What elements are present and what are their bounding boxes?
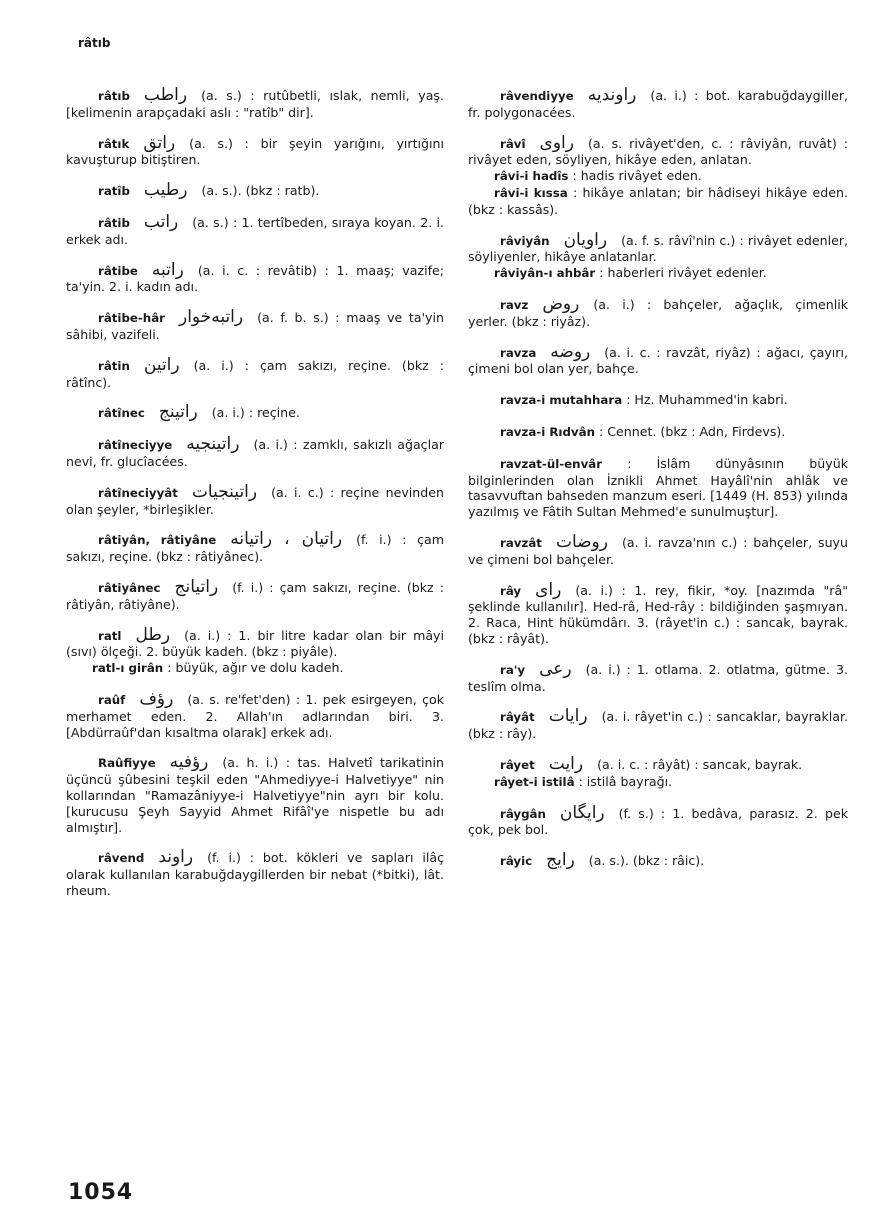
entry-headword: raûf — [98, 692, 126, 707]
entry-headword: râyet — [500, 757, 535, 772]
entry-definition: (a. i.) : bot. karabuğdaygiller, fr. polygonacées. — [468, 88, 848, 120]
entry-headword: ravza-i mutahhara — [500, 393, 623, 408]
entry-headword: râtînec — [98, 406, 145, 421]
entry-headword: râvendiyye — [500, 89, 574, 103]
dictionary-entry — [468, 293, 848, 330]
dictionary-entry — [66, 576, 444, 613]
entry-definition: (a. i.) : bahçeler, ağaçlık, çimenlik yerler. (bkz : riyâz). — [468, 296, 848, 329]
entry-arabic-script: راتينجيات — [191, 481, 258, 502]
sub-entry — [468, 265, 848, 282]
dictionary-entry — [66, 402, 444, 423]
entry-arabic-script: رايج — [546, 850, 575, 871]
entry-definition: (a. s.). (bkz : râic). — [588, 853, 705, 869]
entry-definition: (a. s.) : rutûbetli, ıslak, nemli, yaş. [kelimenin arapçadaki aslı : "ratîb" dir]. — [66, 88, 444, 120]
entry-arabic-script: رطيب — [143, 180, 188, 201]
dictionary-entry — [468, 579, 848, 647]
dictionary-entry — [468, 850, 848, 871]
entry-definition: (a. i. c. : râyât) : sancak, bayrak. — [597, 756, 803, 772]
entry-headword: râyet-i istilâ — [494, 774, 575, 789]
entry-arabic-script: راتيان ، راتيانه — [230, 529, 343, 550]
entry-definition: (a. i. c.) : reçine nevinden olan şeyler, *birleşikler. — [66, 484, 444, 517]
entry-definition: (a. i. c. : ravzât, riyâz) : ağacı, çayırı, çimeni bol olan yer, bahçe. — [468, 344, 848, 377]
entry-definition: : hadis rivâyet eden. — [572, 168, 702, 184]
entry-arabic-script: راى — [535, 579, 562, 600]
entry-definition: (f. i.) : çam sakızı, reçine. (bkz : râtiyânec). — [66, 532, 444, 565]
entry-headword: ratl-ı girân — [92, 661, 164, 676]
dictionary-entry — [468, 658, 848, 695]
entry-definition: (a. h. i.) : tas. Halvetî tarikatinin üçüncü şûbesini teşkil eden "Ahmediyye-i Halvetiyye" nin kollarından "Ramazâniyye-i Halvetiyye"nin ayrı bir kolu. [kurucusu Şeyh Sayyid Ahmet Rifâî'ye nispetle bu adı almıştır]. — [66, 755, 444, 835]
entry-headword: râyic — [500, 854, 533, 869]
page-number: 1054 — [68, 1180, 134, 1205]
entry-arabic-script: راتينج — [158, 402, 198, 423]
entry-definition: (a. s.) : 1. tertîbeden, sıraya koyan. 2. i. erkek adı. — [66, 214, 444, 247]
entry-arabic-script: راتيانج — [174, 576, 219, 597]
entry-headword: râygân — [500, 806, 546, 821]
entry-definition: (a. i.) : çam sakızı, reçine. (bkz : râtînc). — [66, 357, 444, 390]
entry-definition: (a. f. s. râvî'nin c.) : rivâyet edenler, söyliyenler, hikâye anlatanlar. — [468, 232, 848, 265]
entry-definition: (a. i.) : 1. rey, fikir, *oy. [nazımda "râ" şeklinde kullanılır]. Hed-râ, Hed-rây : bildiğinden şaşmıyan. 2. Raca, Hint hükümdârı. 3. (râyet'in c.) : sancak, bayrak. (bkz : râyât). — [468, 582, 848, 646]
entry-headword: râtin — [98, 358, 130, 373]
entry-headword: ravza-i Rıdvân — [500, 424, 595, 439]
dictionary-entry — [66, 529, 444, 565]
entry-headword: râvend — [98, 851, 145, 866]
dictionary-entry — [66, 354, 444, 391]
entry-definition: : istilâ bayrağı. — [578, 773, 673, 789]
entry-definition: (a. s.). (bkz : ratb). — [201, 183, 320, 199]
entry-definition: (f. i.) : bot. kökleri ve sapları ilâç olarak kullanılan karabuğdaygillerden bir nebat (*bitki), lât. rheum. — [66, 850, 444, 898]
dictionary-entry — [66, 624, 444, 661]
entry-headword: râtık — [98, 136, 130, 151]
entry-definition: (a. s.) : bir şeyin yarığını, yırtığını kavuşturup bitiştiren. — [66, 135, 444, 168]
dictionary-entry — [468, 229, 848, 266]
dictionary-entry — [468, 456, 848, 520]
entry-definition: (f. i.) : çam sakızı, reçine. (bkz : râtiyân, râtiyâne). — [66, 579, 444, 612]
dictionary-entry — [66, 307, 444, 343]
entry-arabic-script: رؤف — [139, 688, 174, 709]
sub-entry — [66, 660, 444, 677]
entry-headword: râtiyân, râtiyâne — [98, 533, 217, 548]
entry-arabic-script: راتين — [143, 354, 180, 375]
running-head: râtıb — [78, 36, 111, 50]
entry-definition: : Cennet. (bkz : Adn, Firdevs). — [598, 423, 786, 439]
dictionary-entry — [468, 802, 848, 839]
entry-arabic-script: راتبه‌خوار — [178, 307, 244, 328]
entry-headword: ravzât — [500, 535, 542, 550]
entry-arabic-script: راويان — [563, 229, 608, 250]
entry-headword: râtîneciyye — [98, 438, 173, 453]
entry-arabic-script: روضه — [550, 341, 591, 362]
entry-arabic-script: راتبه — [151, 259, 184, 280]
entry-definition: (a. s. rivâyet'den, c. : râviyân, ruvât) : rivâyet eden, söyliyen, hikâye eden, anlatan. — [468, 135, 848, 168]
entry-headword: ratîb — [98, 184, 130, 199]
entry-arabic-script: رايات — [548, 706, 588, 727]
dictionary-entry — [66, 434, 444, 470]
entry-arabic-script: راوند — [158, 847, 194, 868]
entry-definition: : haberleri rivâyet edenler. — [599, 265, 767, 281]
sub-entry — [468, 185, 848, 218]
dictionary-entry — [66, 481, 444, 518]
entry-headword: râvi-i kıssa — [494, 185, 568, 200]
entry-arabic-script: رايت — [548, 753, 584, 774]
dictionary-entry — [66, 211, 444, 248]
entry-headword: râviyân-ı ahbâr — [494, 266, 596, 281]
entry-definition: : İslâm dünyâsının büyük bilginlerinden olan İznikli Ahmet Hayâlî'nin ahlâk ve tasavvuftan bahseden manzum eseri. [1449 (H. 853) yılında yazılmış ve Fâtih Sultan Mehmed'e sunulmuştur]. — [468, 455, 848, 520]
dictionary-entry — [66, 180, 444, 201]
dictionary-entry — [66, 259, 444, 296]
entry-definition: (a. i.) : 1. otlama. 2. otlatma, gütme. 3. teslîm olma. — [468, 661, 848, 694]
entry-definition: (f. s.) : 1. bedâva, parasız. 2. pek çok, pek bol. — [468, 805, 848, 838]
entry-definition: (a. s. re'fet'den) : 1. pek esirgeyen, çok merhamet eden. 2. Allah'ın adlarından biri. 3. [Abdürraûf'dan kısaltma olarak] erkek adı. — [66, 691, 444, 740]
dictionary-entry — [66, 752, 444, 835]
dictionary-entry — [468, 753, 848, 774]
entry-headword: rây — [500, 583, 522, 598]
entry-arabic-script: رعى — [539, 658, 572, 679]
entry-headword: ravzat-ül-envâr — [500, 456, 603, 471]
entry-headword: râtib — [98, 215, 130, 230]
sub-entry — [468, 774, 848, 791]
entry-headword: râtibe — [98, 263, 138, 278]
entry-definition: (a. i.) : reçine. — [211, 405, 300, 421]
dictionary-entry — [468, 85, 848, 121]
sub-entry — [468, 168, 848, 185]
dictionary-entry — [468, 706, 848, 742]
dictionary-entry — [468, 392, 848, 409]
entry-arabic-script: رطل — [135, 624, 171, 645]
entry-headword: râtıb — [98, 89, 130, 103]
dictionary-entry — [468, 424, 848, 441]
entry-arabic-script: راتق — [143, 132, 176, 153]
entry-headword: râtibe-hâr — [98, 311, 165, 326]
entry-arabic-script: راطب — [143, 85, 188, 105]
entry-definition: (a. i.) : 1. bir litre kadar olan bir mâyi (sıvı) ölçeği. 2. büyük kadeh. (bkz : piyâle). — [66, 627, 444, 660]
dictionary-entry — [66, 85, 444, 121]
entry-headword: râyât — [500, 710, 535, 725]
entry-arabic-script: رايگان — [559, 802, 605, 823]
dictionary-entry — [66, 132, 444, 169]
dictionary-entry — [468, 531, 848, 568]
entry-headword: ravz — [500, 297, 529, 312]
entry-arabic-script: روض — [542, 293, 580, 314]
entry-definition: (a. i. c. : revâtib) : 1. maaş; vazife; ta'yin. 2. i. kadın adı. — [66, 262, 444, 295]
dictionary-entry — [66, 688, 444, 740]
dictionary-entry — [468, 132, 848, 169]
entry-headword: ratl — [98, 628, 122, 643]
entry-definition: : Hz. Muhammed'in kabri. — [626, 392, 788, 408]
entry-headword: râviyân — [500, 233, 550, 248]
entry-headword: râtiyânec — [98, 580, 161, 595]
right-column — [468, 85, 848, 871]
entry-headword: ra'y — [500, 662, 526, 677]
entry-arabic-script: راوى — [539, 132, 574, 153]
entry-definition: : büyük, ağır ve dolu kadeh. — [167, 660, 344, 676]
entry-headword: ravza — [500, 345, 537, 360]
entry-headword: râvî — [500, 136, 526, 151]
entry-definition: (a. f. b. s.) : maaş ve ta'yin sâhibi, vazifeli. — [66, 310, 444, 342]
left-column — [66, 85, 444, 899]
entry-headword: râtîneciyyât — [98, 485, 178, 500]
dictionary-entry — [468, 341, 848, 378]
entry-arabic-script: رؤفيه — [169, 752, 209, 773]
dictionary-entry — [66, 847, 444, 898]
entry-definition: : hikâye anlatan; bir hâdiseyi hikâye eden. (bkz : kassâs). — [468, 184, 848, 217]
entry-arabic-script: راتب — [143, 211, 179, 232]
entry-definition: (a. i.) : zamklı, sakızlı ağaçlar nevi, fr. glucîacées. — [66, 437, 444, 469]
entry-arabic-script: راونديه — [587, 85, 637, 105]
entry-headword: Raûfiyye — [98, 756, 156, 771]
entry-arabic-script: روضات — [555, 531, 608, 552]
entry-definition: (a. i. ravza'nın c.) : bahçeler, suyu ve çimeni bol bahçeler. — [468, 534, 848, 567]
entry-definition: (a. i. râyet'in c.) : sancaklar, bayraklar. (bkz : rây). — [468, 709, 848, 742]
entry-headword: râvi-i hadîs — [494, 169, 569, 184]
entry-arabic-script: راتينجيه — [186, 434, 240, 455]
